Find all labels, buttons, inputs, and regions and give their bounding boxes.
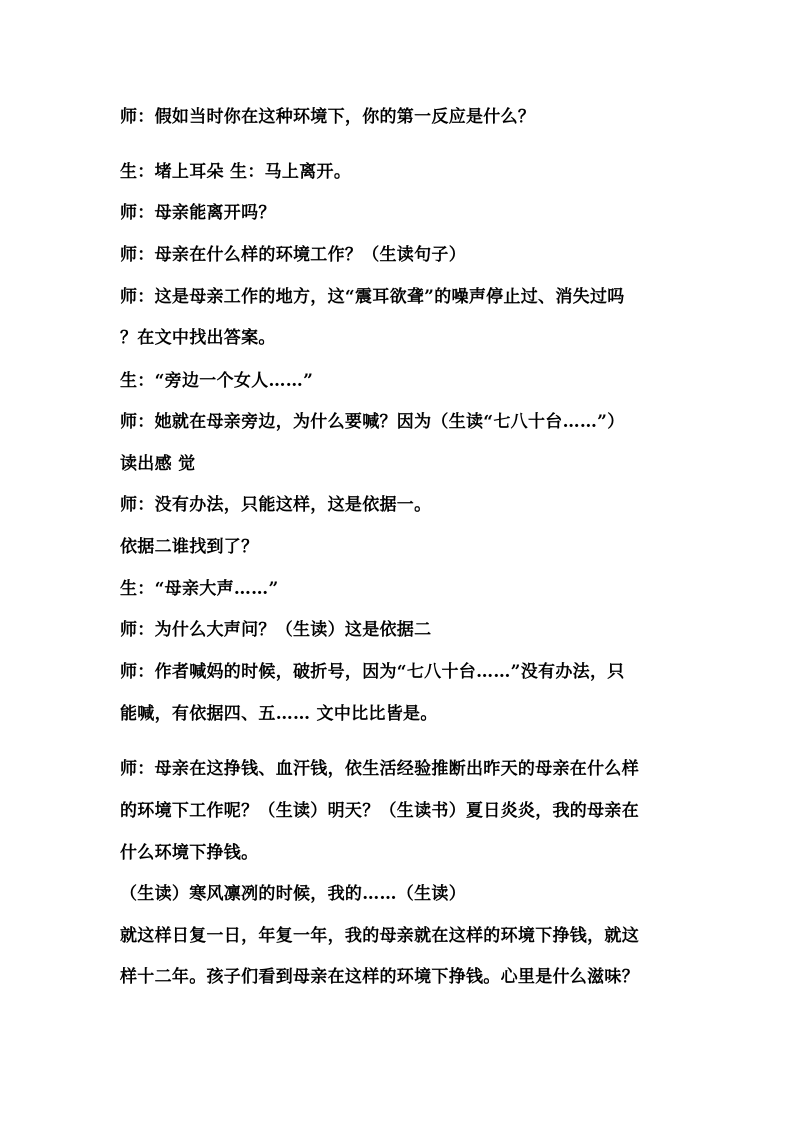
text-line: 就这样日复一日，年复一年，我的母亲就在这样的环境下挣钱，就这: [120, 926, 639, 946]
text-line: 师：作者喊妈的时候，破折号，因为“七八十台……”没有办法，只: [120, 662, 625, 682]
text-line: 师：她就在母亲旁边，为什么要喊？因为（生读“七八十台……”）: [120, 412, 625, 432]
text-line: 生：堵上耳朵 生：马上离开。: [120, 162, 352, 182]
text-line: 生：“母亲大声……”: [120, 579, 279, 599]
text-line: 能喊，有依据四、五…… 文中比比皆是。: [120, 704, 438, 724]
text-line: 什么环境下挣钱。: [120, 843, 259, 863]
text-line: 师：母亲在什么样的环境工作？（生读句子）: [120, 245, 466, 265]
text-line: 依据二谁找到了？: [120, 537, 259, 557]
text-line: 师：假如当时你在这种环境下，你的第一反应是什么？: [120, 107, 536, 127]
text-line: 读出感 觉: [120, 454, 196, 474]
text-line: 生：“旁边一个女人……”: [120, 371, 314, 391]
text-line: （生读）寒风凛冽的时候，我的……（生读）: [120, 884, 466, 904]
text-line: ？在文中找出答案。: [120, 328, 276, 348]
text-line: 师：为什么大声问？（生读）这是依据二: [120, 620, 432, 640]
text-line: 师：没有办法，只能这样，这是依据一。: [120, 495, 432, 515]
text-line: 师：母亲在这挣钱、血汗钱，依生活经验推断出昨天的母亲在什么样: [120, 759, 639, 779]
text-line: 师：母亲能离开吗？: [120, 203, 276, 223]
text-line: 的环境下工作呢？（生读）明天？（生读书）夏日炎炎，我的母亲在: [120, 801, 639, 821]
text-line: 样十二年。孩子们看到母亲在这样的环境下挣钱。心里是什么滋味？: [120, 967, 639, 987]
text-line: 师：这是母亲工作的地方，这“震耳欲聋”的噪声停止过、消失过吗: [120, 287, 625, 307]
